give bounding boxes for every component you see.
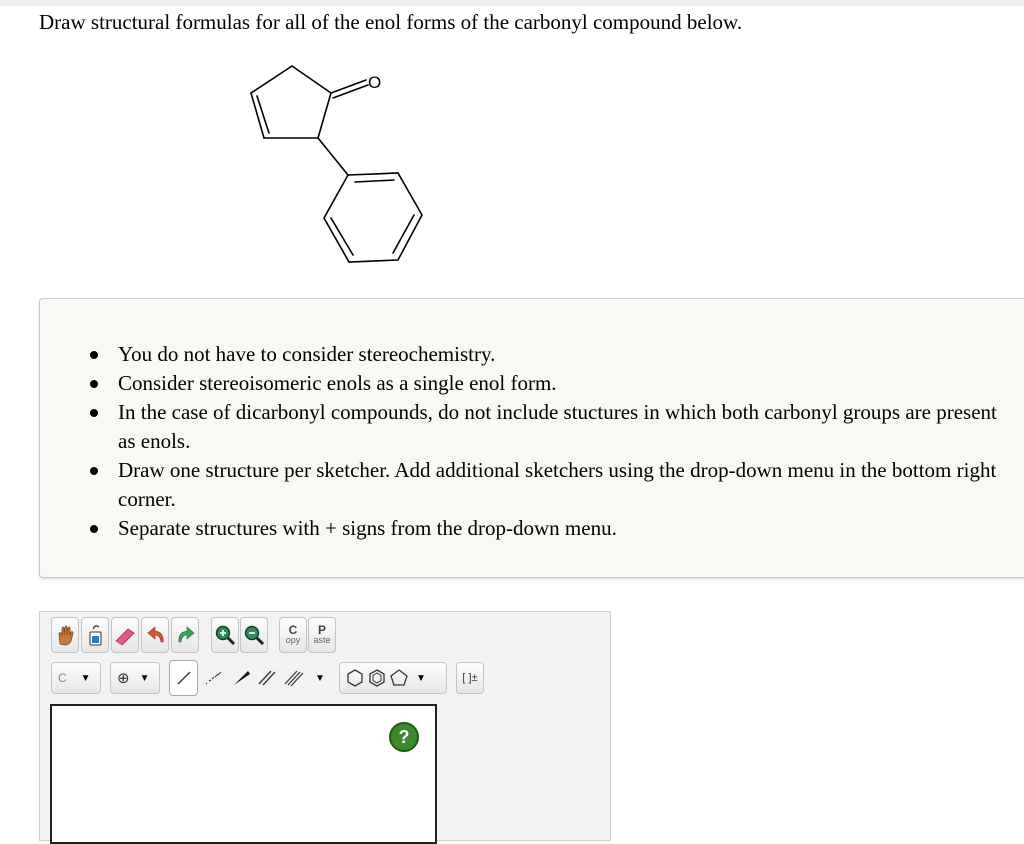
triple-bond-icon	[283, 668, 305, 688]
bond-dropdown[interactable]	[308, 662, 332, 694]
ring-bond	[292, 66, 331, 93]
eraser-icon	[113, 624, 137, 646]
hand-icon	[54, 624, 76, 646]
bullet-icon	[90, 409, 98, 417]
ring-double-bond	[257, 96, 269, 133]
zoom-out-icon	[243, 624, 265, 646]
zoom-in-button[interactable]	[211, 617, 239, 653]
bullet-icon	[90, 351, 98, 359]
instruction-item: Draw one structure per sketcher. Add additional sketchers using the drop-down menu in the bottom right corner.	[90, 456, 1015, 514]
phenyl-bond	[318, 138, 348, 175]
undo-icon	[144, 624, 166, 646]
single-bond-icon	[174, 668, 194, 688]
ring-bond	[318, 93, 331, 138]
bracket-button[interactable]	[456, 662, 484, 694]
instructions-list	[90, 340, 1015, 543]
instruction-item: Separate structures with + signs from the drop-down menu.	[90, 514, 1015, 543]
question-text: Draw structural formulas for all of the enol forms of the carbonyl compound below.	[39, 10, 743, 34]
aromatic-bond	[393, 215, 414, 253]
bullet-icon	[90, 380, 98, 388]
chevron-down-icon: ▼	[80, 672, 91, 684]
bullet-icon	[90, 467, 98, 475]
instruction-item: In the case of dicarbonyl compounds, do not include stuctures in which both carbonyl groups are present as enols.	[90, 398, 1015, 456]
wedge-bond-icon	[230, 668, 252, 688]
charge-icon: ⊕	[117, 670, 130, 687]
oxygen-label: O	[368, 73, 382, 92]
copy-label-top: C	[288, 623, 298, 637]
bullet-icon	[90, 525, 98, 533]
benzene-icon	[366, 667, 388, 689]
instruction-item: You do not have to consider stereochemistry.	[90, 340, 1015, 369]
double-bond-button[interactable]	[254, 662, 280, 694]
redo-icon	[174, 624, 196, 646]
copy-button[interactable]	[279, 617, 307, 653]
help-button[interactable]: ?	[389, 722, 419, 752]
paste-label-bottom: aste	[313, 635, 331, 645]
lasso-icon	[84, 623, 106, 647]
bracket-label: [ ]±	[462, 672, 478, 684]
instructions-box	[39, 298, 1024, 578]
benzene-ring	[324, 173, 422, 262]
lasso-tool-button[interactable]	[81, 617, 109, 653]
element-selector[interactable]	[51, 662, 101, 694]
single-bond-button[interactable]	[169, 660, 198, 696]
molecule-structure	[0, 0, 1024, 300]
zoom-in-icon	[214, 624, 236, 646]
instruction-item: Consider stereoisomeric enols as a single enol form.	[90, 369, 1015, 398]
chevron-down-icon: ▼	[315, 672, 325, 684]
ring-bond	[251, 66, 292, 93]
carbonyl-bond	[333, 85, 368, 98]
double-bond-icon	[256, 668, 278, 688]
chevron-down-icon: ▼	[416, 672, 426, 684]
wedge-bond-button[interactable]	[228, 662, 254, 694]
triple-bond-button[interactable]	[281, 662, 307, 694]
ring-template-selector[interactable]	[339, 662, 447, 694]
chevron-down-icon: ▼	[139, 672, 150, 684]
hand-tool-button[interactable]	[51, 617, 79, 653]
hashed-bond-button[interactable]	[200, 662, 226, 694]
drawing-canvas[interactable]	[50, 704, 437, 844]
copy-label-bottom: opy	[285, 635, 301, 645]
hashed-bond-icon	[202, 668, 224, 688]
element-value: C	[58, 671, 67, 685]
paste-button[interactable]	[308, 617, 336, 653]
carbonyl-bond	[331, 80, 366, 93]
charge-selector[interactable]	[110, 662, 160, 694]
aromatic-bond	[355, 180, 394, 182]
undo-button[interactable]	[141, 617, 169, 653]
redo-button[interactable]	[171, 617, 199, 653]
paste-label-top: P	[317, 623, 326, 637]
eraser-tool-button[interactable]	[111, 617, 139, 653]
zoom-out-button[interactable]	[240, 617, 268, 653]
cyclopentane-icon	[388, 667, 410, 689]
cyclohexane-icon	[344, 667, 366, 689]
